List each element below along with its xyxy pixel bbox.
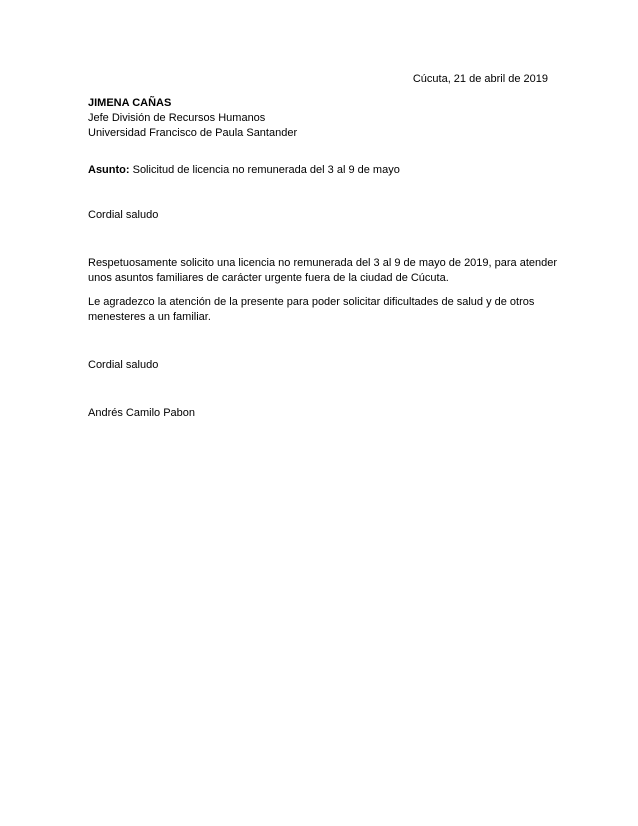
recipient-name: JIMENA CAÑAS	[88, 97, 172, 109]
body-paragraph-1-line-1: Respetuosamente solicito una licencia no remunerada del 3 al 9 de mayo de 2019, para atender	[88, 257, 558, 269]
recipient-title: Jefe División de Recursos Humanos	[88, 112, 266, 124]
body-paragraph-2-line-1: Le agradezco la atención de la presente para poder solicitar dificultades de salud y de otros	[88, 296, 535, 308]
greeting: Cordial saludo	[88, 209, 159, 221]
body-paragraph-2-line-2: menesteres a un familiar.	[88, 311, 211, 323]
body-paragraph-1-line-2: unos asuntos familiares de carácter urgente fuera de la ciudad de Cúcuta.	[88, 272, 449, 284]
subject-line	[88, 163, 400, 177]
signature-name: Andrés Camilo Pabon	[88, 407, 196, 419]
recipient-organization: Universidad Francisco de Paula Santander	[88, 127, 298, 139]
subject-label: Asunto:	[88, 164, 130, 176]
letter-date: Cúcuta, 21 de abril de 2019	[412, 73, 548, 85]
closing: Cordial saludo	[88, 359, 159, 371]
subject-text: Solicitud de licencia no remunerada del 3 al 9 de mayo	[129, 164, 400, 176]
